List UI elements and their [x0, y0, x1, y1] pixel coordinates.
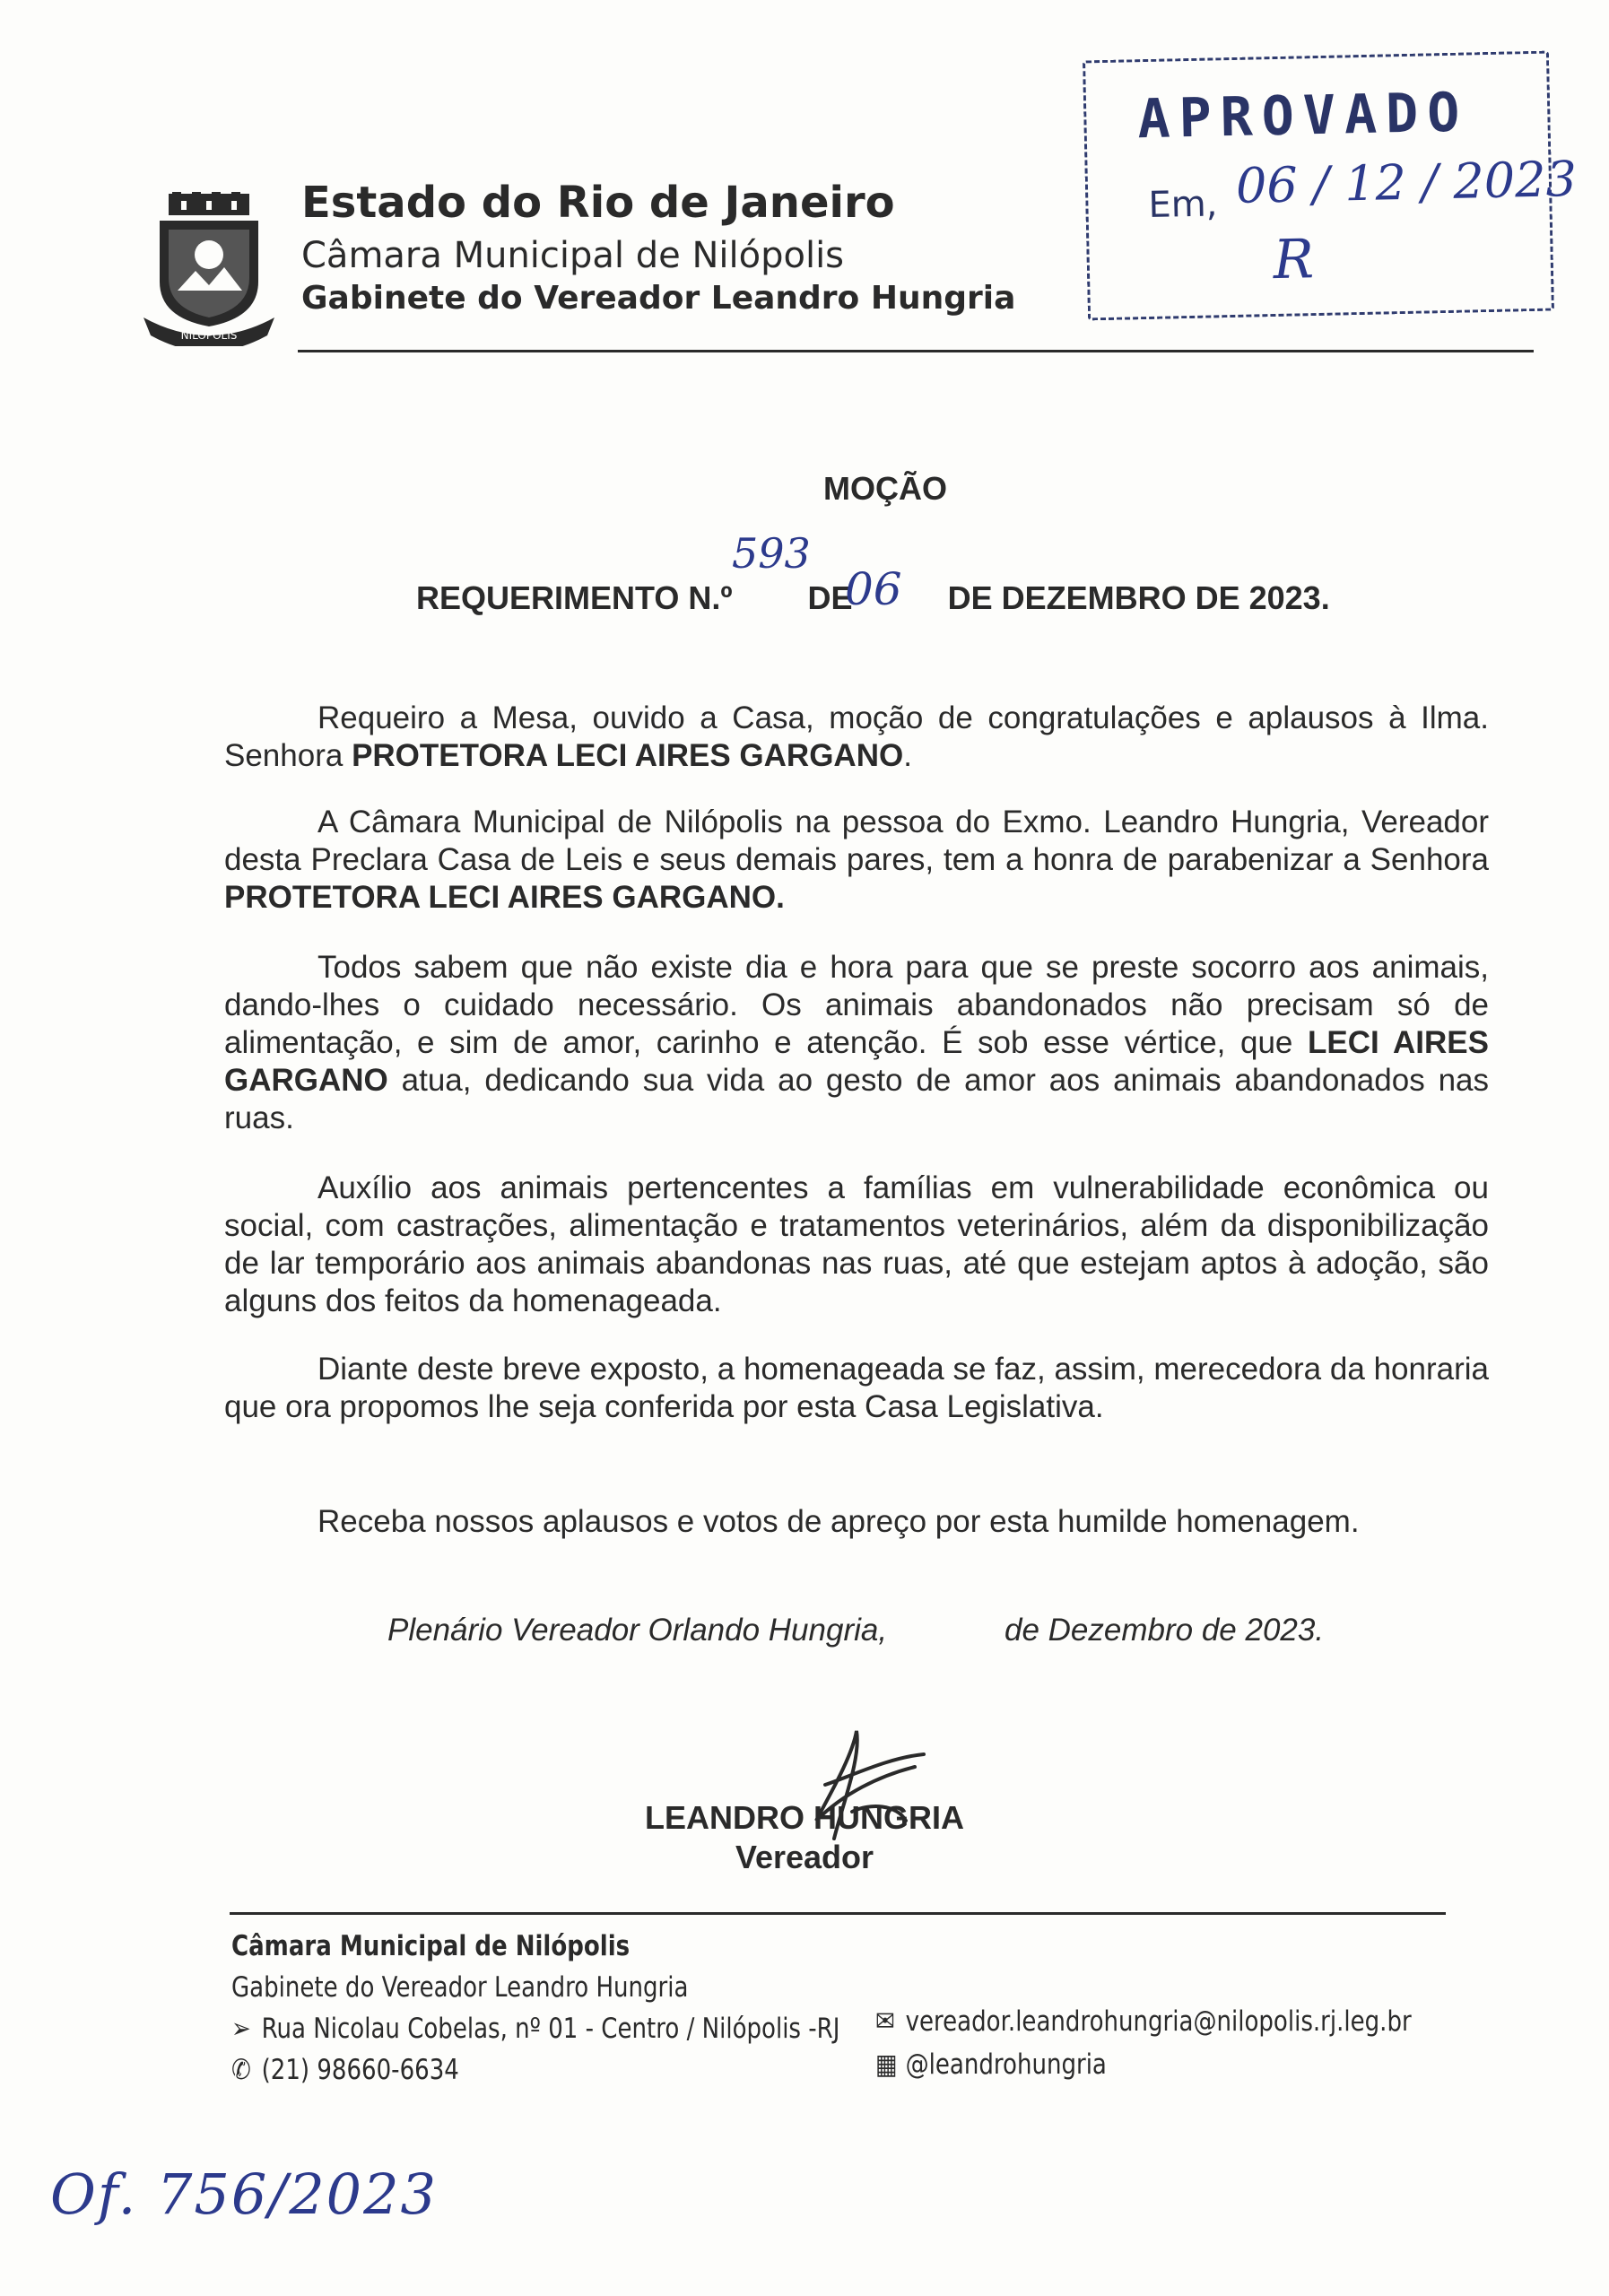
- header-office: Gabinete do Vereador Leandro Hungria: [301, 280, 1016, 317]
- footer-phone: [231, 2054, 459, 2086]
- header-chamber: Câmara Municipal de Nilópolis: [301, 235, 845, 276]
- location-pin-icon: ➢: [231, 2013, 251, 2045]
- p5-text: Diante deste breve exposto, a homenageada se faz, assim, merecedora da honraria que ora propomos lhe seja conferida por esta Casa Legislativa.: [224, 1352, 1489, 1424]
- stamp-handwritten-initial: R: [1272, 228, 1315, 292]
- paragraph-6: [224, 1503, 1489, 1541]
- paragraph-5: [224, 1351, 1489, 1426]
- social-media-icon: ▦: [875, 2048, 898, 2081]
- p3-end: atua, dedicando sua vida ao gesto de amor aos animais abandonados nas ruas.: [224, 1063, 1489, 1135]
- request-de-label: DE: [807, 579, 853, 616]
- request-day-handwritten: 06: [845, 563, 902, 615]
- municipal-crest-logo: [142, 192, 276, 346]
- request-number-handwritten: 593: [732, 529, 811, 578]
- paragraph-3: [224, 949, 1489, 1137]
- stamp-em-label: Em,: [1147, 183, 1218, 226]
- stamp-handwritten-date: 06 / 12 / 2023: [1235, 150, 1578, 214]
- p3-text: Todos sabem que não existe dia e hora para que se preste socorro aos animais, dando-lhes o cuidado necessário. Os animais abandonados não precisam só de alimentação, e sim de amor, carinho e atenção. É sob esse vértice, que: [224, 950, 1489, 1060]
- p1-text: Requeiro a Mesa, ouvido a Casa, moção de congratulações e aplausos à Ilma. Senhora: [224, 700, 1489, 773]
- header-divider: [298, 350, 1534, 352]
- approval-stamp: [1083, 51, 1578, 321]
- closing-place: Plenário Vereador Orlando Hungria,: [387, 1613, 888, 1648]
- footer-phone-text: (21) 98660-6634: [261, 2054, 459, 2086]
- document-type: MOÇÃO: [823, 470, 947, 507]
- footer-chamber: Câmara Municipal de Nilópolis: [231, 1930, 631, 1962]
- p2-honoree: PROTETORA LECI AIRES GARGANO.: [224, 880, 785, 915]
- header-state: Estado do Rio de Janeiro: [301, 178, 895, 228]
- p1-end: .: [903, 738, 912, 773]
- footer-email-text: vereador.leandrohungria@nilopolis.rj.leg.br: [905, 2005, 1412, 2038]
- p2-text: A Câmara Municipal de Nilópolis na pessoa do Exmo. Leandro Hungria, Vereador desta Preclara Casa de Leis e seus demais pares, tem a honra de parabenizar a Senhora: [224, 804, 1489, 877]
- request-date-suffix: DE DEZEMBRO DE 2023.: [947, 579, 1330, 616]
- handwritten-office-number: Of. 756/2023: [50, 2161, 438, 2227]
- stamp-title: APROVADO: [1136, 81, 1470, 152]
- footer-social: [875, 2048, 1107, 2081]
- footer-address: [231, 2013, 839, 2045]
- phone-icon: ✆: [231, 2054, 251, 2086]
- p6-text: Receba nossos aplausos e votos de apreço por esta humilde homenagem.: [317, 1504, 1360, 1539]
- p3-honoree: LECI AIRES GARGANO: [224, 1025, 1489, 1098]
- envelope-icon: ✉: [875, 2005, 895, 2038]
- paragraph-1: [224, 700, 1489, 775]
- footer-office: Gabinete do Vereador Leandro Hungria: [231, 1971, 689, 2004]
- paragraph-2: [224, 804, 1489, 917]
- p4-text: Auxílio aos animais pertencentes a famílias em vulnerabilidade econômica ou social, com castrações, alimentação e tratamentos veterinários, além da disponibilização de lar temporário aos animais abandonas nas ruas, até que estejam aptos à adoção, são alguns dos feitos da homenageada.: [224, 1170, 1489, 1318]
- signatory-name: LEANDRO HUNGRIA: [645, 1799, 964, 1836]
- footer-email: [875, 2005, 1412, 2038]
- request-label: REQUERIMENTO N.º: [416, 579, 733, 616]
- crest-ribbon-text: NILÓPOLIS: [180, 329, 238, 342]
- p1-honoree: PROTETORA LECI AIRES GARGANO: [352, 738, 904, 773]
- footer-social-text: @leandrohungria: [905, 2048, 1107, 2081]
- paragraph-4: [224, 1170, 1489, 1320]
- closing-date: de Dezembro de 2023.: [1005, 1613, 1325, 1648]
- footer-divider: [230, 1912, 1446, 1915]
- signatory-role: Vereador: [735, 1839, 874, 1875]
- footer-address-text: Rua Nicolau Cobelas, nº 01 - Centro / Nilópolis -RJ: [261, 2013, 840, 2045]
